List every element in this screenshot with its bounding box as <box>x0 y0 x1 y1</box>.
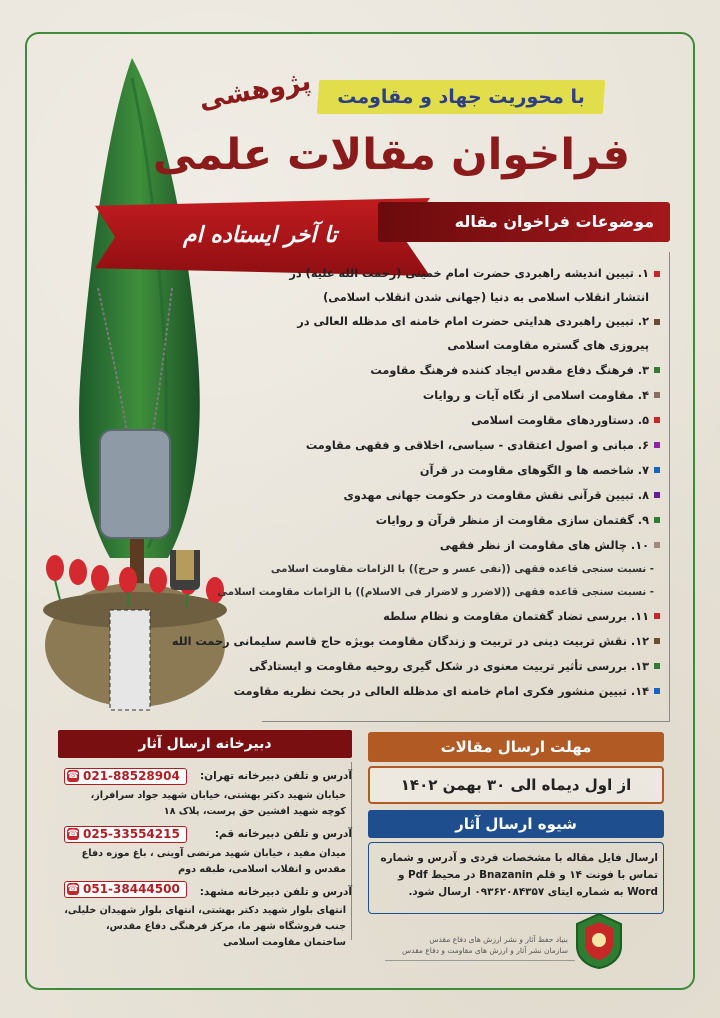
topic-text: - نسبت سنجی قاعده فقهی ((لاضرر و لاضرار فی الاسلام)) با الزامات مقاومت اسلامی <box>217 587 654 598</box>
topic-item <box>280 262 660 310</box>
topic-item <box>249 654 660 679</box>
bullet-icon <box>654 663 660 669</box>
topic-text: - نسبت سنجی قاعده فقهی ((نفی عسر و حرج)) با الزامات مقاومت اسلامی <box>270 564 654 575</box>
topics-header: موضوعات فراخوان مقاله <box>454 212 654 231</box>
deadline-dates: از اول دیماه الی ۳۰ بهمن ۱۴۰۲ <box>400 776 632 794</box>
topic-text: ۷. شاخصه ها و الگوهای مقاومت در قرآن <box>419 464 649 477</box>
page-title: فراخوان مقالات علمی <box>152 130 630 180</box>
mashhad-phone <box>64 881 187 898</box>
method-instructions: ارسال فایل مقاله با مشخصات فردی و آدرس و شماره تماس با فونت ۱۴ و قلم Bnazanin در محیط Pdf و Word به شماره ایتای ۰۹۳۶۲۰۸۴۳۵۷ ارسال شود. <box>380 852 658 898</box>
bullet-icon <box>654 319 660 325</box>
bullet-icon <box>654 638 660 644</box>
topic-text: ۹. گفتمان سازی مقاومت از منظر قرآن و روایات <box>375 514 649 527</box>
phone-icon: ☎ <box>67 771 79 781</box>
footer-org-line-2: سازمان نشر آثار و ارزش های مقاومت و دفاع مقدس <box>402 946 568 955</box>
bullet-icon <box>654 613 660 619</box>
topic-text: ۱۲. نقش تربیت دینی در تربیت و زندگان مقاومت بویژه حاج قاسم سلیمانی رحمت الله <box>171 635 649 648</box>
topic-item <box>280 508 660 533</box>
tehran-address: خیابان شهید دکتر بهشتی، خیابان شهید جواد سرافراز، کوچه شهید افشین حق پرست، پلاک ۱۸ <box>90 790 346 817</box>
topic-text: ۴. مقاومت اسلامی از نگاه آیات و روایات <box>422 389 649 402</box>
phone-icon: ☎ <box>67 829 79 839</box>
topic-text: ۱۱. بررسی تضاد گفتمان مقاومت و نظام سلطه <box>383 610 649 623</box>
tehran-phone <box>64 768 187 785</box>
topic-item <box>280 483 660 508</box>
mashhad-office-title: آدرس و تلفن دبیرخانه مشهد: <box>199 886 352 898</box>
topic-text: ۶. مبانی و اصول اعتقادی - سیاسی، اخلاقی و فقهی مقاومت <box>305 439 649 452</box>
topic-text: ۲. تبیین راهبردی هدایتی حضرت امام خامنه ای مدظله العالی در پیروزی های گستره مقاومت اسلامی <box>297 315 649 352</box>
topic-subitem <box>270 558 660 581</box>
topic-item <box>280 408 660 433</box>
topic-text: ۱۰. چالش های مقاومت از نظر فقهی <box>439 539 649 552</box>
topic-text: ۳. فرهنگ دفاع مقدس ایجاد کننده فرهنگ مقاومت <box>370 364 649 377</box>
qom-phone-number: 025-33554215 <box>83 827 180 841</box>
bullet-icon <box>654 417 660 423</box>
topic-item <box>280 458 660 483</box>
topic-text: ۱۳. بررسی تأثیر تربیت معنوی در شکل گیری روحیه مقاومت و ایستادگی <box>249 660 649 673</box>
tagline: با محوریت جهاد و مقاومت <box>337 86 585 108</box>
topic-text: ۵. دستاوردهای مقاومت اسلامی <box>471 414 649 427</box>
topic-subitem <box>217 581 660 604</box>
title-sub: پژوهشی <box>196 66 314 116</box>
mashhad-phone-number: 051-38444500 <box>83 882 180 896</box>
topic-text: ۱. تبیین اندیشه راهبردی حضرت امام خمینی (رحمت الله علیه) در انتشار انقلاب اسلامی به دنیا (جهانی شدن انقلاب اسلامی) <box>289 267 649 304</box>
offices-header: دبیرخانه ارسال آثار <box>138 736 272 752</box>
phone-icon: ☎ <box>67 884 79 894</box>
deadline-header: مهلت ارسال مقالات <box>440 738 592 756</box>
bullet-icon <box>654 367 660 373</box>
topic-text: ۸. تبیین قرآنی نقش مقاومت در حکومت جهانی مهدوی <box>343 489 649 502</box>
ribbon-slogan: تا آخر ایستاده ام <box>183 223 337 248</box>
footer-organization <box>398 934 568 956</box>
topic-item <box>280 433 660 458</box>
topic-item <box>233 679 660 704</box>
topic-item <box>171 629 660 654</box>
qom-address: میدان مفید ، خیابان شهید مرتضی آوینی ، باغ موزه دفاع مقدس و انقلاب اسلامی، طبقه دوم <box>81 848 346 875</box>
tehran-phone-number: 021-88528904 <box>83 769 180 783</box>
qom-office-title: آدرس و تلفن دبیرخانه قم: <box>214 828 352 840</box>
bullet-icon <box>654 542 660 548</box>
bullet-icon <box>654 467 660 473</box>
bullet-icon <box>654 492 660 498</box>
topic-item <box>280 604 660 629</box>
organization-logo-icon <box>573 912 625 970</box>
footer-org-line-1: بنیاد حفظ آثار و نشر ارزش های دفاع مقدس <box>429 935 568 944</box>
tehran-office-title: آدرس و تلفن دبیرخانه تهران: <box>199 770 352 782</box>
topic-item <box>280 533 660 558</box>
method-header: شیوه ارسال آثار <box>455 815 577 833</box>
qom-phone <box>64 826 187 843</box>
bullet-icon <box>654 517 660 523</box>
bullet-icon <box>654 442 660 448</box>
mashhad-address: انتهای بلوار شهید دکتر بهشتی، انتهای بلوار شهیدان خلیلی، جنب فروشگاه شهر ما، مرکز فرهنگی دفاع مقدس، ساختمان مقاومت اسلامی <box>64 905 346 948</box>
topic-text: ۱۴. تبیین منشور فکری امام خامنه ای مدظله العالی در بحث نظریه مقاومت <box>233 685 649 698</box>
topics-list <box>171 262 660 704</box>
footer-divider <box>385 960 575 961</box>
bullet-icon <box>654 392 660 398</box>
bullet-icon <box>654 271 660 277</box>
topic-item <box>280 358 660 383</box>
topic-item <box>280 383 660 408</box>
topic-item <box>280 310 660 358</box>
bullet-icon <box>654 688 660 694</box>
